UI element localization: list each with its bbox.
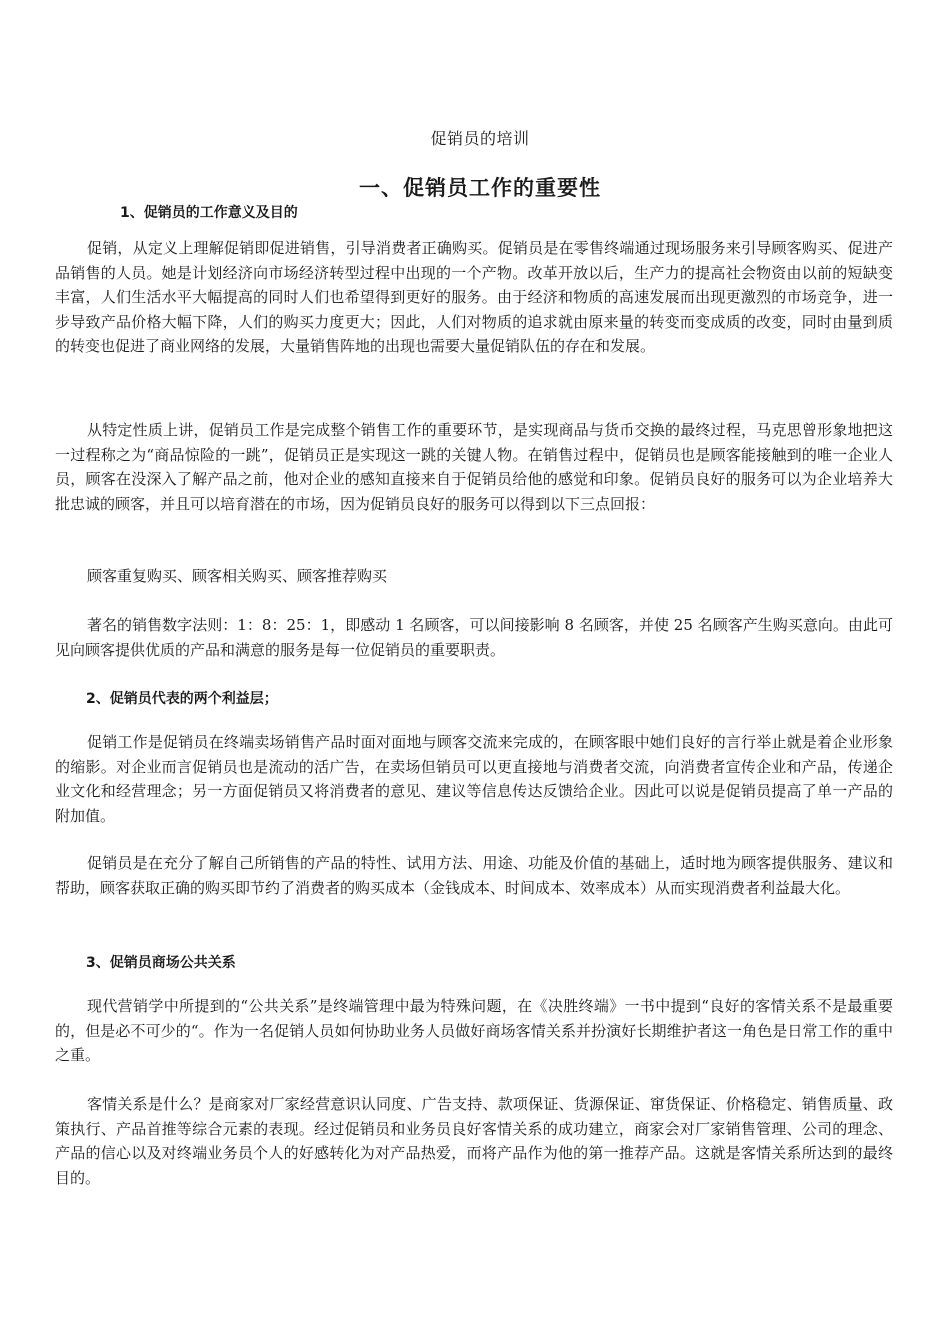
document-title: 促销员的培训 (430, 129, 530, 148)
paragraph-1-3: 顾客重复购买、顾客相关购买、顾客推荐购买 (87, 567, 388, 585)
paragraph-1-2: 从特定性质上讲，促销员工作是完成整个销售工作的重要环节，是实现商品与货币交换的最终过程，马克思曾形象地把这一过程称之为“商品惊险的一跳”，促销员正是实现这一跳的关键人物。在销售过程中，促销员也是顾客能接触到的唯一企业人员，顾客在没深入了解产品之前，他对企业的感知直接来自于促销员给他的感觉和印象。促销员良好的服务可以为企业培养大批忠诚的顾客，并且可以培育潜在的市场，因为促销员良好的服务可以得到以下三点回报： (55, 421, 893, 513)
section-heading-1: 1、促销员的工作意义及目的 (120, 205, 298, 221)
paragraph-2-2: 促销员是在充分了解自己所销售的产品的特性、试用方法、用途、功能及价值的基础上，适时地为顾客提供服务、建议和帮助，顾客获取正确的购买即节约了消费者的购买成本（金钱成本、时间成本、效率成本）从而实现消费者利益最大化。 (55, 854, 893, 897)
paragraph-1-4: 著名的销售数字法则：1：8：25：1，即感动 1 名顾客，可以间接影响 8 名顾客，并使 25 名顾客产生购买意向。由此可见向顾客提供优质的产品和满意的服务是每一位促销员的重要职责。 (55, 616, 893, 659)
section-heading-3: 3、促销员商场公共关系 (86, 955, 236, 971)
paragraph-3-2: 客情关系是什么？是商家对厂家经营意识认同度、广告支持、款项保证、货源保证、窜货保证、价格稳定、销售质量、政策执行、产品首推等综合元素的表现。经过促销员和业务员良好客情关系的成功建立，商家会对厂家销售管理、公司的理念、产品的信心以及对终端业务员个人的好感转化为对产品热爱，而将产品作为他的第一推荐产品。这就是客情关系所达到的最终目的。 (55, 1095, 893, 1187)
paragraph-3-1: 现代营销学中所提到的“公共关系”是终端管理中最为特殊问题，在《决胜终端》一书中提到“良好的客情关系不是最重要的，但是必不可少的“。作为一名促销人员如何协助业务人员做好商场客情关系并扮演好长期维护者这一角色是日常工作的重中之重。 (55, 997, 893, 1064)
section-heading-2: 2、促销员代表的两个利益层； (86, 691, 278, 707)
chapter-heading: 一、促销员工作的重要性 (359, 176, 601, 200)
paragraph-1-1: 促销，从定义上理解促销即促进销售，引导消费者正确购买。促销员是在零售终端通过现场服务来引导顾客购买、促进产品销售的人员。她是计划经济向市场经济转型过程中出现的一个产物。改革开放以后，生产力的提高社会物资由以前的短缺变丰富，人们生活水平大幅提高的同时人们也希望得到更好的服务。由于经济和物质的高速发展而出现更激烈的市场竞争，进一步导致产品价格大幅下降，人们的购买力度更大；因此，人们对物质的追求就由原来量的转变而变成质的改变，同时由量到质的转变也促进了商业网络的发展，大量销售阵地的出现也需要大量促销队伍的存在和发展。 (55, 239, 893, 355)
paragraph-2-1: 促销工作是促销员在终端卖场销售产品时面对面地与顾客交流来完成的，在顾客眼中她们良好的言行举止就是着企业形象的缩影。对企业而言促销员也是流动的活广告，在卖场但销员可以更直接地与消费者交流，向消费者宣传企业和产品，传递企业文化和经营理念；另一方面促销员又将消费者的意见、建议等信息传达反馈给企业。因此可以说是促销员提高了单一产品的附加值。 (55, 733, 893, 825)
